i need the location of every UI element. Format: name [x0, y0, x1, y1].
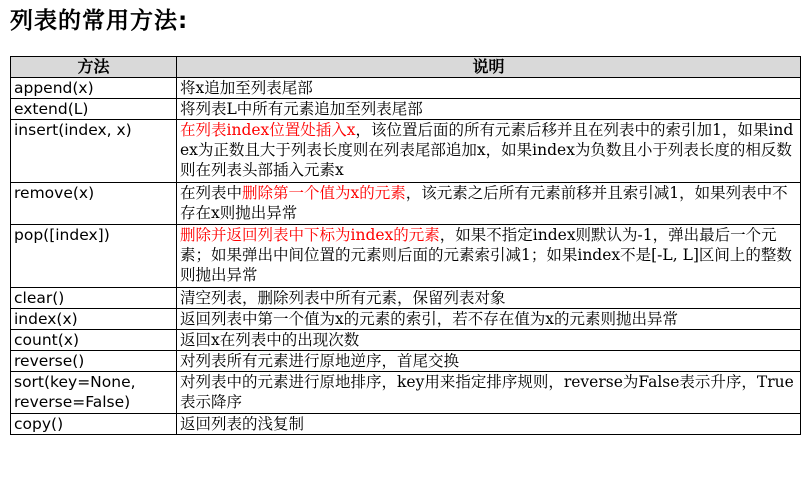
- page-title: 列表的常用方法:: [10, 8, 189, 34]
- method-description: [177, 183, 801, 225]
- table-row: [11, 99, 801, 120]
- header-row: [11, 57, 801, 78]
- description-text: 返回列表的浅复制: [180, 415, 305, 433]
- highlight-text: 在列表index位置处插入x: [180, 121, 356, 139]
- description-text: ，如果不指定index则默认为-1，弹出最后一个元素；如果弹出中间位置的元素则后面的元素索引减1；如果index不是[-L, L]区间上的整数则抛出异常: [180, 226, 792, 284]
- method-name: insert(index, x): [11, 120, 177, 183]
- table-row: [11, 414, 801, 435]
- methods-table: [10, 56, 801, 435]
- method-name: count(x): [11, 330, 177, 351]
- header-method: 方法: [11, 57, 177, 78]
- table-row: [11, 351, 801, 372]
- description-text: 将列表L中所有元素追加至列表尾部: [180, 100, 423, 118]
- method-description: [177, 351, 801, 372]
- table-row: [11, 225, 801, 288]
- header-description: 说明: [177, 57, 801, 78]
- table-row: [11, 330, 801, 351]
- method-description: [177, 78, 801, 99]
- description-text: 返回列表中第一个值为x的元素的索引，若不存在值为x的元素则抛出异常: [180, 310, 678, 328]
- description-text: 对列表中的元素进行原地排序，key用来指定排序规则，reverse为False表示升序，True表示降序: [180, 373, 794, 411]
- method-name: clear(): [11, 288, 177, 309]
- description-text: ，该元素之后所有元素前移并且索引减1，如果列表中不存在x则抛出异常: [180, 184, 788, 222]
- method-name: sort(key=None, reverse=False): [11, 372, 177, 414]
- table-body: [11, 78, 801, 435]
- highlight-text: 删除并返回列表中下标为index的元素: [180, 226, 440, 244]
- table-row: [11, 372, 801, 414]
- description-text: 返回x在列表中的出现次数: [180, 331, 360, 349]
- method-description: [177, 288, 801, 309]
- table-row: [11, 288, 801, 309]
- table-row: [11, 120, 801, 183]
- method-name: reverse(): [11, 351, 177, 372]
- description-text: 对列表所有元素进行原地逆序，首尾交换: [180, 352, 460, 370]
- method-description: [177, 99, 801, 120]
- table-row: [11, 78, 801, 99]
- description-text: 清空列表，删除列表中所有元素，保留列表对象: [180, 289, 506, 307]
- method-description: [177, 309, 801, 330]
- highlight-text: 删除第一个值为x的元素: [242, 184, 406, 202]
- table-row: [11, 309, 801, 330]
- method-name: index(x): [11, 309, 177, 330]
- method-description: [177, 372, 801, 414]
- method-name: remove(x): [11, 183, 177, 225]
- method-name: append(x): [11, 78, 177, 99]
- method-description: [177, 120, 801, 183]
- method-name: extend(L): [11, 99, 177, 120]
- description-text: 在列表中: [180, 184, 243, 202]
- method-description: [177, 225, 801, 288]
- method-description: [177, 414, 801, 435]
- description-text: ，该位置后面的所有元素后移并且在列表中的索引加1，如果index为正数且大于列表长度则在列表尾部追加x，如果index为负数且小于列表长度的相反数则在列表头部插入元素x: [180, 121, 794, 179]
- description-text: 将x追加至列表尾部: [180, 79, 313, 97]
- table-row: [11, 183, 801, 225]
- method-name: pop([index]): [11, 225, 177, 288]
- method-name: copy(): [11, 414, 177, 435]
- method-description: [177, 330, 801, 351]
